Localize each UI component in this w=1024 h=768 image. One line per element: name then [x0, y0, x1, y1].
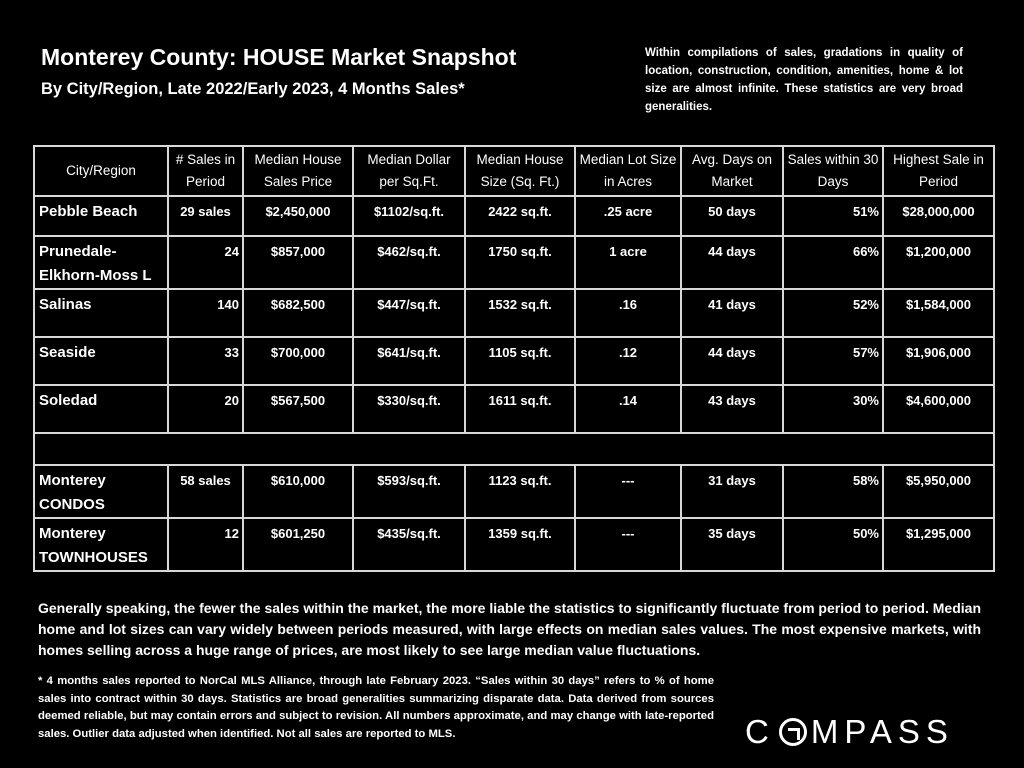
city-cell: Prunedale- Elkhorn-Moss L: [34, 236, 168, 289]
table-cell: $593/sq.ft.: [353, 465, 465, 518]
city-cell: Monterey CONDOS: [34, 465, 168, 518]
table-cell: $1,584,000: [883, 289, 994, 337]
logo-text-right: MPASS: [810, 713, 954, 750]
table-row: [34, 236, 994, 289]
table-cell: 1123 sq.ft.: [465, 465, 575, 518]
table-cell: 1105 sq.ft.: [465, 337, 575, 385]
table-cell: 24: [168, 236, 243, 289]
table-cell: $4,600,000: [883, 385, 994, 433]
table-cell: 2422 sq.ft.: [465, 196, 575, 236]
city-cell: Monterey TOWNHOUSES: [34, 518, 168, 571]
column-header: Median Lot Size in Acres: [575, 146, 681, 196]
table-cell: 50 days: [681, 196, 783, 236]
table-cell: .12: [575, 337, 681, 385]
compass-o-icon: [779, 718, 807, 746]
table-cell: 1359 sq.ft.: [465, 518, 575, 571]
column-header: City/Region: [34, 146, 168, 196]
city-cell: Soledad: [34, 385, 168, 433]
table-cell: 52%: [783, 289, 883, 337]
table-cell: $700,000: [243, 337, 353, 385]
table-cell: 58%: [783, 465, 883, 518]
table-cell: 44 days: [681, 236, 783, 289]
table-cell: $567,500: [243, 385, 353, 433]
table-cell: ---: [575, 518, 681, 571]
table-cell: $462/sq.ft.: [353, 236, 465, 289]
table-cell: $28,000,000: [883, 196, 994, 236]
table-cell: $435/sq.ft.: [353, 518, 465, 571]
column-header: Avg. Days on Market: [681, 146, 783, 196]
table-cell: $330/sq.ft.: [353, 385, 465, 433]
table-header-row: [34, 146, 994, 196]
spacer-cell: [34, 433, 994, 465]
column-header: Median House Sales Price: [243, 146, 353, 196]
table-cell: 1532 sq.ft.: [465, 289, 575, 337]
column-header: Median House Size (Sq. Ft.): [465, 146, 575, 196]
table-cell: $2,450,000: [243, 196, 353, 236]
table-cell: $5,950,000: [883, 465, 994, 518]
explanatory-paragraph: Generally speaking, the fewer the sales within the market, the more liable the statistics to significantly fluctuate from period to period. Median home and lot sizes can vary widely between periods measured, with large effects on median sales values. The most expensive markets, with homes selling across a huge range of prices, are most likely to see large median value fluctuations.: [38, 600, 981, 658]
table-cell: 1611 sq.ft.: [465, 385, 575, 433]
city-cell: Salinas: [34, 289, 168, 337]
column-header: # Sales in Period: [168, 146, 243, 196]
table-cell: 44 days: [681, 337, 783, 385]
table-cell: $601,250: [243, 518, 353, 571]
table-row: [34, 465, 994, 518]
table-cell: .25 acre: [575, 196, 681, 236]
table-cell: $610,000: [243, 465, 353, 518]
page-title: Monterey County: HOUSE Market Snapshot: [41, 44, 517, 70]
column-header: Median Dollar per Sq.Ft.: [353, 146, 465, 196]
table-row: [34, 196, 994, 236]
city-cell: Seaside: [34, 337, 168, 385]
disclaimer-note: Within compilations of sales, gradations in quality of location, construction, condition, amenities, home & lot size are almost infinite. These statistics are very broad generalities.: [645, 47, 963, 113]
logo-text-left: C: [745, 713, 775, 750]
table-cell: 1 acre: [575, 236, 681, 289]
page-subtitle: By City/Region, Late 2022/Early 2023, 4 Months Sales*: [41, 80, 465, 98]
table-cell: 57%: [783, 337, 883, 385]
table-cell: 35 days: [681, 518, 783, 571]
table-cell: 41 days: [681, 289, 783, 337]
city-cell: Pebble Beach: [34, 196, 168, 236]
table-cell: 51%: [783, 196, 883, 236]
table-cell: $1,200,000: [883, 236, 994, 289]
table-row: [34, 337, 994, 385]
table-cell: 12: [168, 518, 243, 571]
table-cell: $682,500: [243, 289, 353, 337]
compass-logo: [745, 713, 954, 751]
table-cell: 30%: [783, 385, 883, 433]
table-cell: ---: [575, 465, 681, 518]
footnote: * 4 months sales reported to NorCal MLS Alliance, through late February 2023. “Sales within 30 days” refers to % of home sales into contract within 30 days. Statistics are broad generalities summarizing disparate data. Data derived from sources deemed reliable, but may contain errors and subject to revision. All numbers approximate, and may change with late-reported sales. Outlier data adjusted when identified. Not all sales are reported to MLS.: [38, 675, 714, 740]
table-cell: $1,906,000: [883, 337, 994, 385]
table-cell: $1102/sq.ft.: [353, 196, 465, 236]
table-cell: 140: [168, 289, 243, 337]
table-cell: 20: [168, 385, 243, 433]
table-cell: .14: [575, 385, 681, 433]
market-snapshot-table: [33, 145, 995, 572]
table-cell: 31 days: [681, 465, 783, 518]
table-row: [34, 289, 994, 337]
table-cell: $857,000: [243, 236, 353, 289]
table-cell: 29 sales: [168, 196, 243, 236]
table-cell: $641/sq.ft.: [353, 337, 465, 385]
table-cell: 33: [168, 337, 243, 385]
table-cell: 1750 sq.ft.: [465, 236, 575, 289]
table-row: [34, 518, 994, 571]
table-cell: 66%: [783, 236, 883, 289]
column-header: Highest Sale in Period: [883, 146, 994, 196]
table-spacer-row: [34, 433, 994, 465]
table-cell: 50%: [783, 518, 883, 571]
table-cell: $447/sq.ft.: [353, 289, 465, 337]
table-cell: 43 days: [681, 385, 783, 433]
column-header: Sales within 30 Days: [783, 146, 883, 196]
table-row: [34, 385, 994, 433]
table-cell: 58 sales: [168, 465, 243, 518]
table-cell: $1,295,000: [883, 518, 994, 571]
table-cell: .16: [575, 289, 681, 337]
